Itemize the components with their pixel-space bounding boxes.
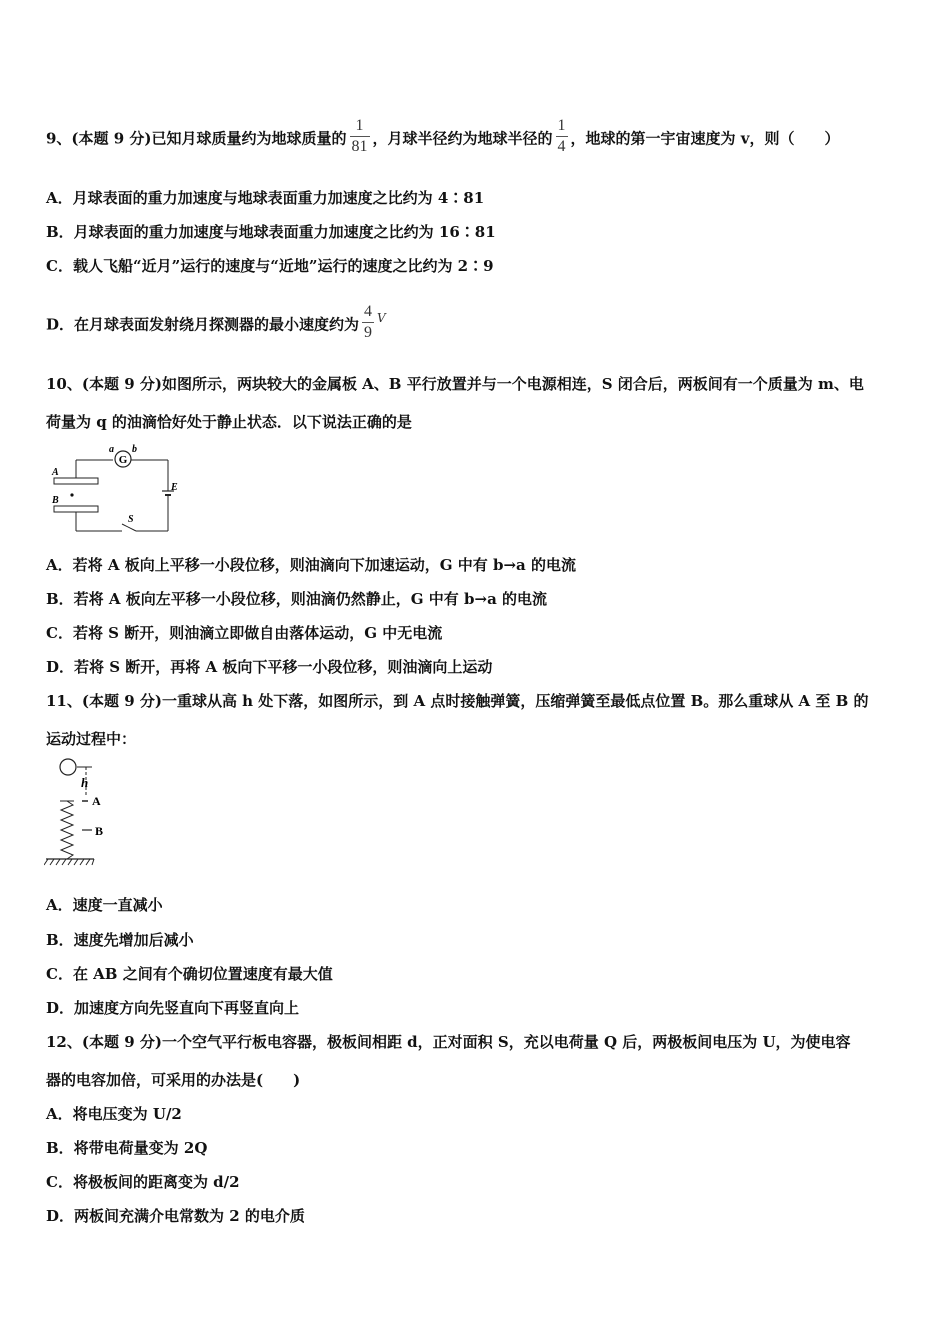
q9-option-a: A．月球表面的重力加速度与地球表面重力加速度之比约为 4∶81 <box>46 189 485 207</box>
switch-icon <box>122 524 136 531</box>
q10-circuit-figure <box>46 440 186 536</box>
galvanometer-label: G <box>118 454 128 466</box>
q9-fraction-radius <box>556 117 568 156</box>
q12-option-c: C．将极板间的距离变为 d/2 <box>46 1173 240 1191</box>
q10-option-c: C．若将 S 断开，则油滴立即做自由落体运动，G 中无电流 <box>46 624 443 642</box>
q11-option-a: A．速度一直减小 <box>46 896 163 914</box>
q9-stem-part1: 9、(本题 9 分)已知月球质量约为地球质量的 <box>46 129 347 148</box>
q12-option-d: D．两板间充满介电常数为 2 的电介质 <box>46 1207 305 1225</box>
q11-stem-line1: 11、(本题 9 分)一重球从高 h 处下落，如图所示，到 A 点时接触弹簧，压缩弹簧至最低点位置 B。那么重球从 A 至 B 的 <box>46 692 869 710</box>
fraction-denominator: 81 <box>351 138 368 155</box>
label-s: S <box>128 514 134 525</box>
q10-stem-line1: 10、(本题 9 分)如图所示，两块较大的金属板 A、B 平行放置并与一个电源相连，S 闭合后，两板间有一个质量为 m、电 <box>46 375 864 393</box>
q9-stem <box>46 117 840 159</box>
label-a: a <box>109 444 114 455</box>
q11-stem-line2: 运动过程中： <box>46 730 137 748</box>
q11-option-b: B．速度先增加后减小 <box>46 931 194 949</box>
label-plate-a: A <box>52 467 59 478</box>
label-point-b: B <box>95 824 104 838</box>
label-plate-b: B <box>52 495 59 506</box>
q12-option-b: B．将带电荷量变为 2Q <box>46 1139 208 1157</box>
q9-option-d <box>46 303 386 345</box>
label-h: h <box>81 775 89 790</box>
q9-option-c: C．载人飞船“近月”运行的速度与“近地”运行的速度之比约为 2∶9 <box>46 257 494 275</box>
spring-icon <box>61 801 73 859</box>
q9-option-d-fraction <box>362 303 374 342</box>
q11-option-c: C．在 AB 之间有个确切位置速度有最大值 <box>46 965 333 983</box>
fraction-numerator: 1 <box>355 117 364 134</box>
q9-option-d-variable: V <box>377 310 386 325</box>
plate-a <box>54 478 98 484</box>
plate-b <box>54 506 98 512</box>
q9-fraction-mass <box>350 117 370 156</box>
q9-option-d-text: D．在月球表面发射绕月探测器的最小速度约为 <box>46 315 360 334</box>
fraction-denominator: 9 <box>364 324 373 341</box>
fraction-denominator: 4 <box>557 138 566 155</box>
q11-spring-figure <box>44 755 114 875</box>
q12-option-a: A．将电压变为 U/2 <box>46 1105 182 1123</box>
fraction-numerator: 4 <box>364 303 373 320</box>
oil-drop <box>70 493 73 496</box>
q10-stem-line2: 荷量为 q 的油滴恰好处于静止状态．以下说法正确的是 <box>46 413 412 431</box>
q11-option-d: D．加速度方向先竖直向下再竖直向上 <box>46 999 300 1017</box>
q10-option-d: D．若将 S 断开，再将 A 板向下平移一小段位移，则油滴向上运动 <box>46 658 493 676</box>
q10-option-b: B．若将 A 板向左平移一小段位移，则油滴仍然静止，G 中有 b→a 的电流 <box>46 590 548 608</box>
q9-stem-part3: ，地球的第一宇宙速度为 v，则（ ） <box>570 129 840 148</box>
label-point-a: A <box>92 794 101 808</box>
q12-stem-line2: 器的电容加倍，可采用的办法是( ) <box>46 1071 301 1089</box>
label-e: E <box>171 482 178 493</box>
label-b: b <box>132 444 137 455</box>
ball-icon <box>60 759 76 775</box>
fraction-numerator: 1 <box>557 117 566 134</box>
q12-stem-line1: 12、(本题 9 分)一个空气平行板电容器，极板间相距 d，正对面积 S，充以电荷量 Q 后，两极板间电压为 U，为使电容 <box>46 1033 851 1051</box>
q9-option-b: B．月球表面的重力加速度与地球表面重力加速度之比约为 16∶81 <box>46 223 496 241</box>
q9-stem-part2: ，月球半径约为地球半径的 <box>372 129 553 148</box>
ground-hatch <box>44 859 94 865</box>
q10-option-a: A．若将 A 板向上平移一小段位移，则油滴向下加速运动，G 中有 b→a 的电流 <box>46 556 576 574</box>
